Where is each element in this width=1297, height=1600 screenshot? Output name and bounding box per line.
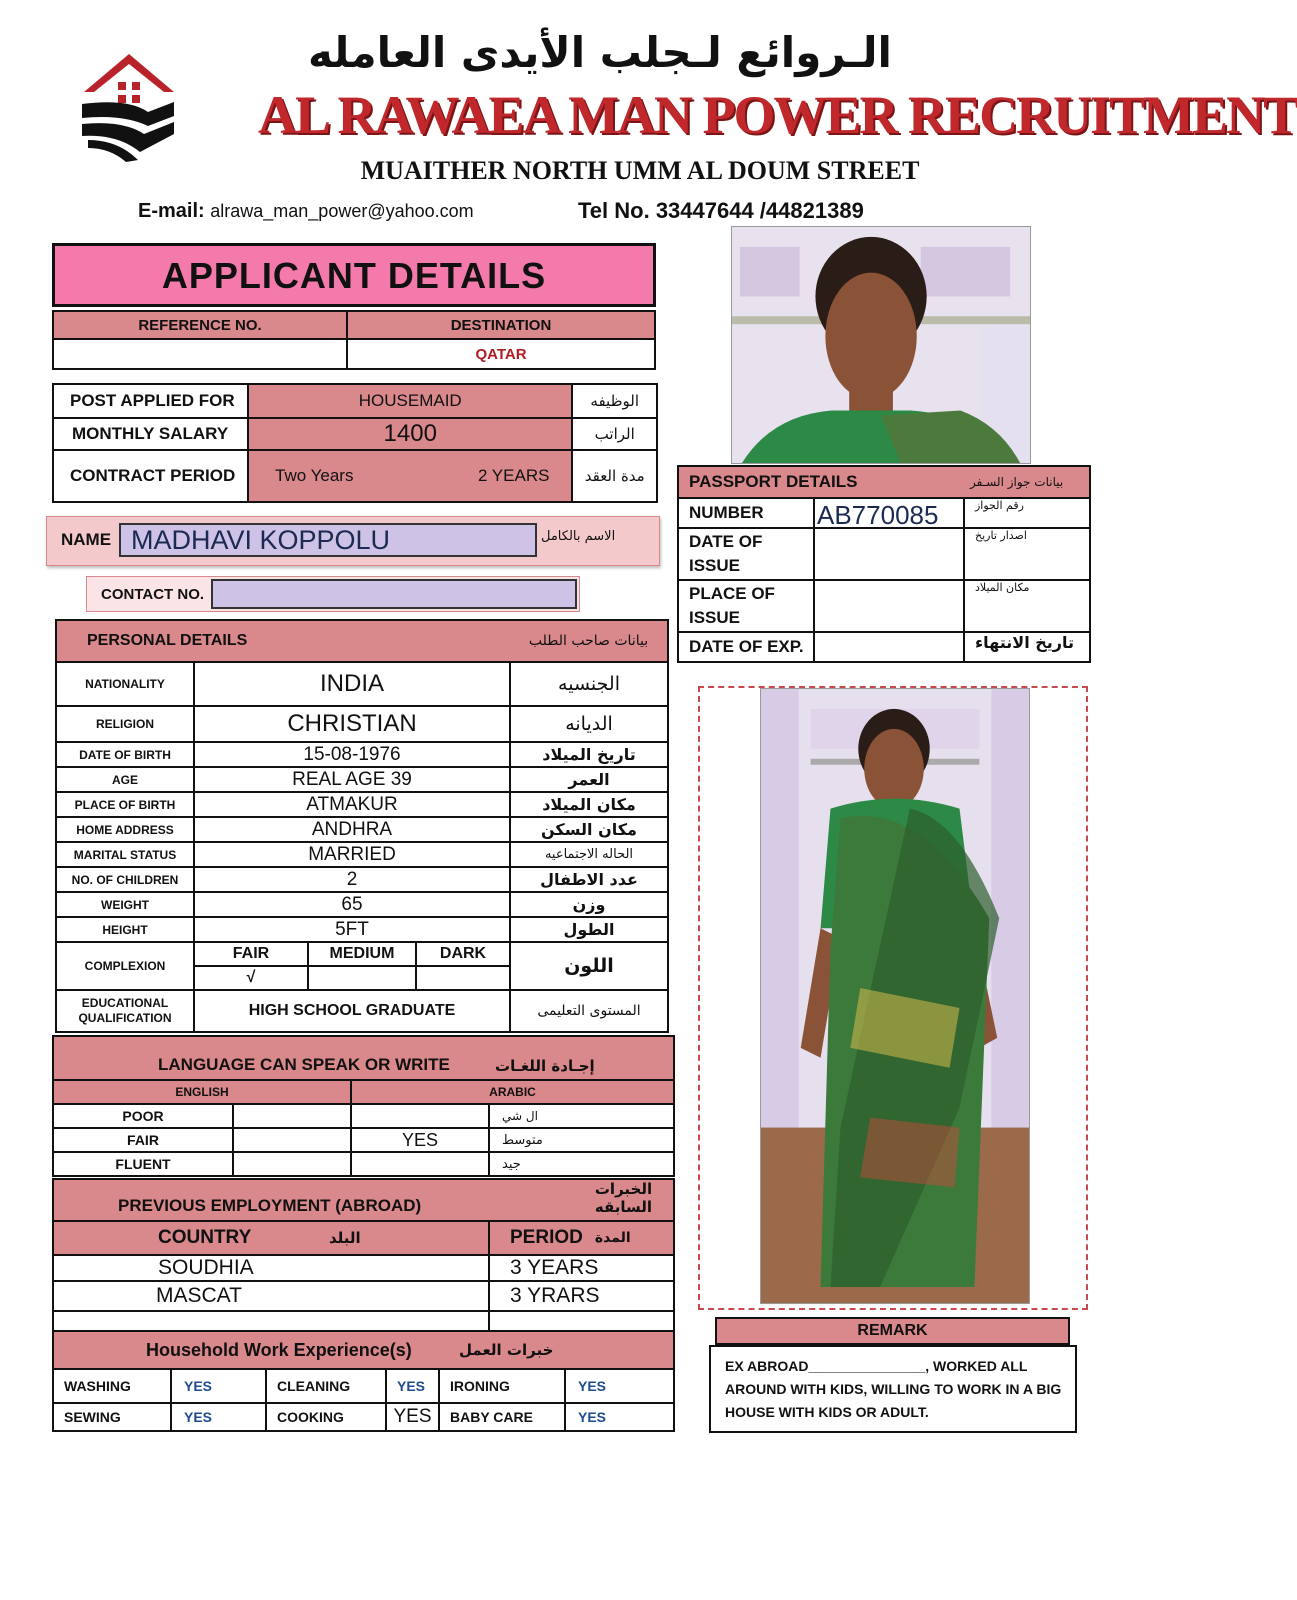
language-level-fluent: FLUENT [53, 1152, 233, 1176]
complexion-medium: MEDIUM [308, 942, 416, 966]
company-address: MUAITHER NORTH UMM AL DOUM STREET [360, 156, 920, 185]
religion-label: RELIGION [56, 706, 194, 742]
passport-issue-date-arabic: اصدار تاريخ [964, 528, 1090, 580]
weight-value: 65 [194, 892, 510, 917]
company-name: AL RAWAEA MAN POWER RECRUITMENT [258, 85, 1297, 145]
personal-details-table [55, 619, 669, 1033]
language-level-fair: FAIR [53, 1128, 233, 1152]
washing-label: WASHING [53, 1369, 171, 1403]
applicant-full-body-photo [760, 688, 1030, 1304]
applicant-portrait-photo [731, 226, 1031, 464]
dob-value: 15-08-1976 [194, 742, 510, 767]
arabic-header: ARABIC [351, 1080, 674, 1104]
employment-country-2: MASCAT [53, 1281, 489, 1311]
language-title: LANGUAGE CAN SPEAK OR WRITE [53, 1036, 489, 1080]
weight-label: WEIGHT [56, 892, 194, 917]
contact-label: CONTACT NO. [101, 586, 205, 603]
arabic-fluent [351, 1152, 489, 1176]
ironing-label: IRONING [439, 1369, 565, 1403]
company-name-arabic: الـروائع لـجلب الأيدى العامله [308, 28, 892, 77]
age-arabic: العمر [510, 767, 668, 792]
children-arabic: عدد الاطفال [510, 867, 668, 892]
passport-exp-arabic: تاريخ الانتهاء [964, 632, 1090, 662]
arabic-fair: YES [351, 1128, 489, 1152]
period-header-arabic: المدة [589, 1221, 674, 1255]
marital-arabic: الحاله الاجتماعيه [510, 842, 668, 867]
passport-issue-place-label: PLACE OF ISSUE [678, 580, 814, 632]
birthplace-arabic: مكان الميلاد [510, 792, 668, 817]
complexion-fair: FAIR [194, 942, 308, 966]
birthplace-value: ATMAKUR [194, 792, 510, 817]
dob-arabic: تاريخ الميلاد [510, 742, 668, 767]
babycare-value: YES [565, 1403, 674, 1431]
name-value: MADHAVI KOPPOLU [119, 523, 537, 557]
cooking-label: COOKING [266, 1403, 386, 1431]
passport-issue-place-arabic: مكان الميلاد [964, 580, 1090, 632]
washing-value: YES [171, 1369, 266, 1403]
height-value: 5FT [194, 917, 510, 942]
cleaning-value: YES [386, 1369, 439, 1403]
post-value: HOUSEMAID [248, 384, 572, 418]
complexion-medium-mark [308, 966, 416, 990]
salary-label: MONTHLY SALARY [53, 418, 248, 450]
country-header-arabic: البلد [323, 1221, 489, 1255]
personal-details-title-arabic: بيانات صاحب الطلب [510, 620, 668, 662]
language-level-fair-arabic: متوسط [489, 1128, 674, 1152]
children-label: NO. OF CHILDREN [56, 867, 194, 892]
salary-value: 1400 [248, 418, 572, 450]
company-logo [78, 52, 180, 164]
height-arabic: الطول [510, 917, 668, 942]
period-header: PERIOD [489, 1221, 589, 1255]
home-address-label: HOME ADDRESS [56, 817, 194, 842]
job-table [52, 383, 658, 503]
remark-text: EX ABROAD_______________, WORKED ALL AROUND WITH KIDS, WILLING TO WORK IN A BIG HOUSE WITH KIDS OR ADULT. [709, 1345, 1077, 1433]
nationality-arabic: الجنسيه [510, 662, 668, 706]
household-title: Household Work Experience(s) [53, 1331, 439, 1369]
english-poor [233, 1104, 351, 1128]
employment-period-1: 3 YEARS [489, 1255, 674, 1281]
ironing-value: YES [565, 1369, 674, 1403]
employment-table [52, 1178, 675, 1336]
education-label: EDUCATIONAL QUALIFICATION [56, 990, 194, 1032]
name-arabic: الاسم بالكامل [541, 529, 616, 544]
salary-arabic: الراتب [572, 418, 657, 450]
height-label: HEIGHT [56, 917, 194, 942]
english-header: ENGLISH [53, 1080, 351, 1104]
contact-value [211, 579, 577, 609]
complexion-dark-mark [416, 966, 510, 990]
language-level-poor-arabic: ال شي [489, 1104, 674, 1128]
destination-value: QATAR [347, 339, 655, 369]
destination-label: DESTINATION [347, 311, 655, 339]
babycare-label: BABY CARE [439, 1403, 565, 1431]
language-table [52, 1035, 675, 1177]
religion-arabic: الديانه [510, 706, 668, 742]
dob-label: DATE OF BIRTH [56, 742, 194, 767]
post-label: POST APPLIED FOR [53, 384, 248, 418]
employment-period-2: 3 YRARS [489, 1281, 674, 1311]
name-row [46, 516, 660, 566]
employment-country-1: SOUDHIA [53, 1255, 489, 1281]
household-title-arabic: خبرات العمل [439, 1331, 674, 1369]
employment-title-arabic: الخبرات السابقه [589, 1179, 674, 1221]
contract-arabic: مدة العقد [572, 450, 657, 502]
remark-title: REMARK [715, 1317, 1070, 1345]
complexion-dark: DARK [416, 942, 510, 966]
marital-label: MARITAL STATUS [56, 842, 194, 867]
household-table [52, 1330, 675, 1432]
passport-title-arabic: بيانات جواز السـفر [964, 466, 1090, 498]
email-value: alrawa_man_power@yahoo.com [210, 201, 474, 221]
passport-issue-place-value [814, 580, 964, 632]
reference-label: REFERENCE NO. [53, 311, 347, 339]
passport-exp-label: DATE OF EXP. [678, 632, 814, 662]
passport-number-label: NUMBER [678, 498, 814, 528]
weight-arabic: وزن [510, 892, 668, 917]
company-email [138, 200, 474, 223]
passport-title: PASSPORT DETAILS [678, 466, 964, 498]
applicant-details-title: APPLICANT DETAILS [52, 243, 656, 307]
education-arabic: المستوى التعليمى [510, 990, 668, 1032]
cooking-value: YES [386, 1403, 439, 1431]
email-label: E-mail: [138, 200, 205, 222]
english-fair [233, 1128, 351, 1152]
children-value: 2 [194, 867, 510, 892]
arabic-poor [351, 1104, 489, 1128]
personal-details-title: PERSONAL DETAILS [56, 620, 510, 662]
passport-table [677, 465, 1091, 663]
age-label: AGE [56, 767, 194, 792]
nationality-value: INDIA [194, 662, 510, 706]
reference-value [53, 339, 347, 369]
passport-number-value: AB770085 [814, 498, 964, 528]
post-arabic: الوظيفه [572, 384, 657, 418]
passport-issue-date-value [814, 528, 964, 580]
complexion-fair-mark: √ [194, 966, 308, 990]
cleaning-label: CLEANING [266, 1369, 386, 1403]
complexion-label: COMPLEXION [56, 942, 194, 990]
passport-exp-value [814, 632, 964, 662]
contract-label: CONTRACT PERIOD [53, 450, 248, 502]
language-level-poor: POOR [53, 1104, 233, 1128]
contact-row [86, 576, 580, 612]
home-address-value: ANDHRA [194, 817, 510, 842]
country-header: COUNTRY [53, 1221, 323, 1255]
applicant-details-block [52, 243, 656, 370]
language-title-arabic: إجـادة اللغـات [489, 1036, 674, 1080]
complexion-arabic: اللون [510, 942, 668, 990]
contract-value-years: 2 YEARS [419, 450, 573, 502]
education-value: HIGH SCHOOL GRADUATE [194, 990, 510, 1032]
age-value: REAL AGE 39 [194, 767, 510, 792]
sewing-label: SEWING [53, 1403, 171, 1431]
home-address-arabic: مكان السكن [510, 817, 668, 842]
passport-issue-date-label: DATE OF ISSUE [678, 528, 814, 580]
sewing-value: YES [171, 1403, 266, 1431]
passport-number-arabic: رقم الجواز [964, 498, 1090, 528]
company-telephone: Tel No. 33447644 /44821389 [578, 198, 864, 223]
contract-value-words: Two Years [248, 450, 419, 502]
language-level-fluent-arabic: جيد [489, 1152, 674, 1176]
marital-value: MARRIED [194, 842, 510, 867]
english-fluent [233, 1152, 351, 1176]
employment-title: PREVIOUS EMPLOYMENT (ABROAD) [53, 1179, 589, 1221]
religion-value: CHRISTIAN [194, 706, 510, 742]
birthplace-label: PLACE OF BIRTH [56, 792, 194, 817]
name-label: NAME [61, 530, 112, 549]
nationality-label: NATIONALITY [56, 662, 194, 706]
